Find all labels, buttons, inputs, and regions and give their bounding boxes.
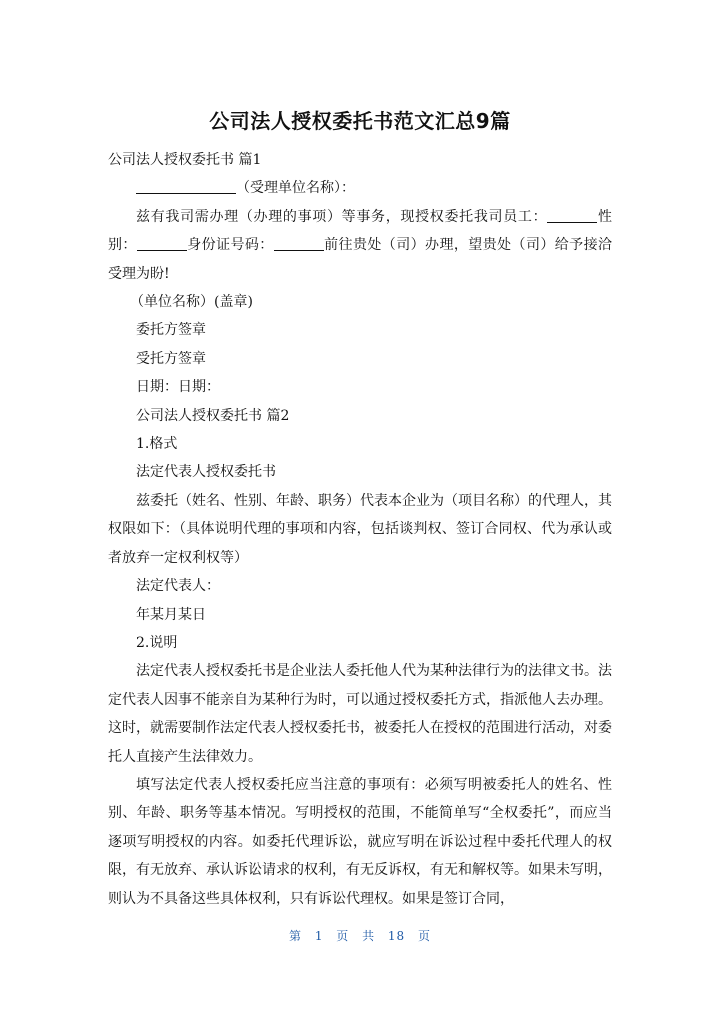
addressee-blank	[136, 177, 236, 194]
body-line2-id-label: 身份证号码：	[186, 237, 274, 254]
section2-heading: 公司法人授权委托书 篇2	[136, 407, 290, 424]
addressee-suffix: （受理单位名称）：	[236, 180, 355, 197]
page-number-footer: 第 1 页 共 18 页	[289, 929, 431, 943]
gender-blank	[137, 234, 187, 251]
document-title: 公司法人授权委托书范文汇总9篇	[209, 109, 511, 133]
explanation-paragraph-2: 填写法定代表人授权委托应当注意的事项有：必须写明被委托人的姓名、性别、年龄、职务等基本情况。写明授权的范围，不能简单写“全权委托”，而应当逐项写明授权的内容。如委托代理诉讼，就应写明在诉讼过程中委托代理人的权限，有无放弃、承认诉讼请求的权利，有无反诉权，有无和解权等。如果未写明，则认为不具备这些具体权利，只有诉讼代理权。如果是签订合同，	[108, 776, 612, 907]
format-subheading: 1.格式	[136, 436, 178, 453]
legal-rep-line: 法定代表人：	[136, 578, 220, 595]
body-line1-gender: 性	[597, 208, 613, 225]
section1-body-paragraph	[108, 203, 612, 288]
body-line3-text: 洽受理为盼!	[108, 237, 613, 282]
body-line1-text: 兹有我司需办理（办理的事项）等事务，现授权委托我司员工：	[136, 208, 548, 225]
form-title: 法定代表人授权委托书	[136, 464, 276, 481]
document-body	[108, 146, 612, 913]
date-line: 年某月某日	[136, 606, 206, 623]
employee-blank	[547, 206, 597, 223]
body-line2-text: 前往贵处（司）办理，望贵处（司）给予接	[323, 237, 599, 254]
section1-heading: 公司法人授权委托书 篇1	[108, 152, 262, 168]
accept-sign-line: 受托方签章	[136, 350, 206, 367]
id-number-blank	[274, 234, 324, 251]
body-line2-gender-label: 别：	[108, 237, 137, 254]
seal-line: （单位名称）(盖章)	[130, 294, 253, 311]
addressee-line	[108, 174, 612, 202]
dates-line: 日期：日期：	[136, 379, 220, 396]
explain-subheading: 2.说明	[136, 634, 178, 651]
explanation-paragraph-1: 法定代表人授权委托书是企业法人委托他人代为某种法律行为的法律文书。法定代表人因事不能亲自为某种行为时，可以通过授权委托方式，指派他人去办理。这时，就需要制作法定代表人授权委托书，被委托人在授权的范围进行活动，对委托人直接产生法律效力。	[108, 663, 612, 765]
entrust-sign-line: 委托方签章	[136, 322, 206, 339]
form-body-paragraph: 兹委托（姓名、性别、年龄、职务）代表本企业为（项目名称）的代理人，其权限如下：（具体说明代理的事项和内容，包括谈判权、签订合同权、代为承认或者放弃一定权利权等）	[108, 492, 612, 566]
